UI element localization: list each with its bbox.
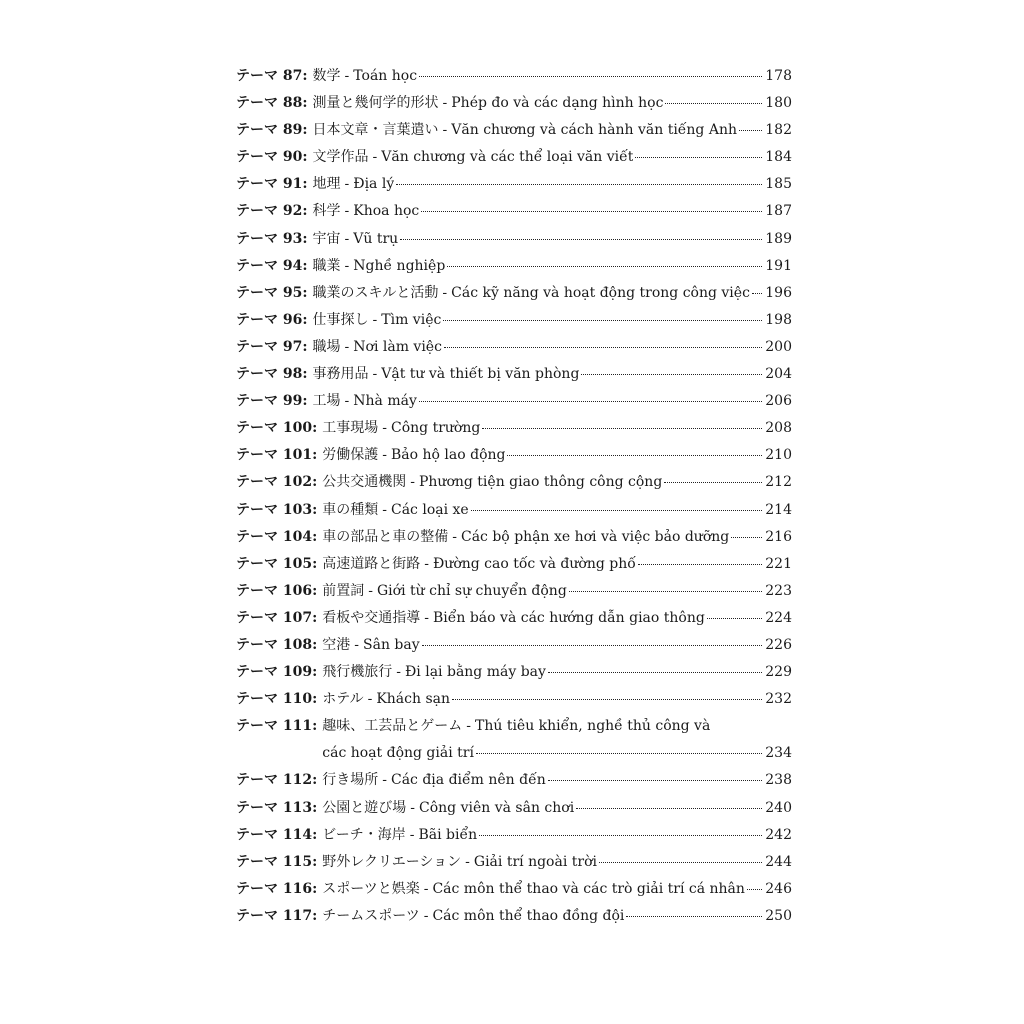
title-separator: -: [442, 284, 448, 301]
page-number: 242: [765, 826, 792, 843]
toc-entry[interactable]: [236, 63, 792, 90]
theme-number: テーマ 88:: [236, 95, 308, 112]
toc-entry[interactable]: [236, 226, 792, 253]
vietnamese-title: Các kỹ năng và hoạt động trong công việc: [451, 284, 750, 301]
vietnamese-title: Công viên và sân chơi: [419, 799, 575, 816]
japanese-title: 職業: [312, 257, 341, 274]
japanese-title: 日本文章・言葉遣い: [312, 122, 439, 139]
theme-number: テーマ 115:: [236, 853, 318, 870]
toc-entry[interactable]: [236, 659, 792, 686]
japanese-title: 職場: [312, 338, 341, 355]
toc-entry[interactable]: [236, 415, 792, 442]
title-separator: -: [344, 338, 350, 355]
title-separator: -: [442, 95, 448, 112]
title-separator: -: [344, 68, 350, 84]
vietnamese-title: Các môn thể thao và các trò giải trí cá nhân: [432, 880, 745, 897]
toc-entry[interactable]: [236, 198, 792, 225]
vietnamese-title: Địa lý: [353, 176, 395, 193]
page-number: 185: [765, 176, 792, 193]
title-separator: -: [465, 853, 470, 870]
dot-leader: [419, 76, 762, 77]
dot-leader: [707, 618, 762, 619]
toc-entry[interactable]: [236, 469, 792, 496]
japanese-title: 科学: [312, 203, 341, 220]
japanese-title: 職業のスキルと活動: [312, 284, 439, 301]
dot-leader: [576, 808, 762, 809]
japanese-title: 飛行機旅行: [322, 664, 393, 681]
title-separator: -: [424, 555, 429, 572]
dot-leader: [507, 455, 762, 456]
title-separator: -: [344, 176, 350, 193]
page-number: 187: [765, 203, 792, 220]
page-number: 208: [765, 420, 792, 437]
japanese-title: 地理: [312, 176, 341, 193]
japanese-title: 野外レクリエーション: [322, 853, 462, 870]
dot-leader: [664, 482, 762, 483]
vietnamese-title: Bãi biển: [418, 826, 478, 843]
japanese-title: 事務用品: [312, 366, 369, 383]
theme-number: テーマ 87:: [236, 68, 308, 84]
vietnamese-title: Toán học: [353, 68, 418, 84]
theme-number: テーマ 99:: [236, 393, 308, 410]
vietnamese-title: Đi lại bằng máy bay: [405, 664, 546, 681]
vietnamese-title: Giải trí ngoài trời: [473, 853, 597, 870]
page-number: 240: [765, 799, 792, 816]
toc-entry[interactable]: [236, 90, 792, 117]
dot-leader: [739, 130, 762, 131]
page-number: 226: [765, 636, 792, 653]
dot-leader: [447, 266, 762, 267]
vietnamese-title: Nghề nghiệp: [353, 257, 446, 274]
page-number: 200: [765, 338, 792, 355]
vietnamese-title: Khách sạn: [376, 691, 450, 708]
theme-number: テーマ 107:: [236, 609, 318, 626]
dot-leader: [443, 320, 762, 321]
vietnamese-title: Phương tiện giao thông công cộng: [419, 474, 663, 491]
japanese-title: ビーチ・海岸: [322, 826, 406, 843]
vietnamese-title: Đường cao tốc và đường phố: [433, 555, 636, 572]
japanese-title: 車の部品と車の整備: [322, 528, 449, 545]
vietnamese-title: Khoa học: [353, 203, 420, 220]
toc-entry[interactable]: [236, 388, 792, 415]
toc-entry[interactable]: [236, 686, 792, 713]
title-separator: -: [354, 636, 359, 653]
dot-leader: [747, 889, 762, 890]
title-separator: -: [466, 718, 471, 735]
theme-number: テーマ 105:: [236, 555, 318, 572]
vietnamese-title: Tìm việc: [381, 311, 442, 328]
page-number: 234: [765, 745, 792, 762]
title-separator: -: [368, 582, 373, 599]
vietnamese-title: Các môn thể thao đồng đội: [432, 907, 625, 924]
page-number: 198: [765, 311, 792, 328]
toc-entry[interactable]: [236, 171, 792, 198]
toc-entry[interactable]: [236, 795, 792, 822]
title-separator: -: [367, 691, 373, 708]
dot-leader: [422, 645, 762, 646]
page-number: 204: [765, 366, 792, 383]
page-number: 246: [765, 880, 792, 897]
theme-number: テーマ 113:: [236, 799, 318, 816]
toc-entry[interactable]: [236, 849, 792, 876]
vietnamese-title: Các loại xe: [391, 501, 469, 518]
vietnamese-title: Thú tiêu khiển, nghề thủ công và: [475, 718, 711, 735]
japanese-title: 行き場所: [322, 772, 379, 789]
theme-number: テーマ 104:: [236, 528, 318, 545]
dot-leader: [548, 780, 762, 781]
toc-entry[interactable]: [236, 524, 792, 551]
theme-number: テーマ 94:: [236, 257, 308, 274]
toc-entry[interactable]: [236, 605, 792, 632]
vietnamese-title: Vật tư và thiết bị văn phòng: [381, 366, 580, 383]
dot-leader: [638, 564, 762, 565]
toc-entry[interactable]: [236, 876, 792, 903]
theme-number: テーマ 110:: [236, 691, 318, 708]
page-number: 189: [765, 230, 792, 247]
dot-leader: [752, 293, 762, 294]
theme-number: テーマ 101:: [236, 447, 318, 464]
theme-number: テーマ 103:: [236, 501, 318, 518]
page-number: 229: [765, 664, 792, 681]
japanese-title: 工場: [312, 393, 341, 410]
theme-number: テーマ 90:: [236, 149, 308, 166]
dot-leader: [479, 835, 762, 836]
toc-entry[interactable]: [236, 822, 792, 849]
theme-number: テーマ 116:: [236, 880, 318, 897]
dot-leader: [635, 157, 762, 158]
japanese-title: 仕事探し: [312, 311, 369, 328]
toc-entry[interactable]: [236, 334, 792, 361]
vietnamese-title: Nơi làm việc: [353, 338, 442, 355]
japanese-title: 趣味、工芸品とゲーム: [322, 718, 463, 735]
vietnamese-title: Văn chương và cách hành văn tiếng Anh: [451, 122, 737, 139]
vietnamese-title: Giới từ chỉ sự chuyển động: [377, 582, 567, 599]
page-number: 224: [765, 609, 792, 626]
page-number: 210: [765, 447, 792, 464]
title-separator: -: [344, 230, 350, 247]
page-number: 216: [765, 528, 792, 545]
dot-leader: [548, 672, 762, 673]
theme-number: テーマ 106:: [236, 582, 318, 599]
page-number: 221: [765, 555, 792, 572]
title-separator: -: [382, 447, 387, 464]
theme-number: テーマ 92:: [236, 203, 308, 220]
title-separator: -: [423, 880, 429, 897]
theme-number: テーマ 93:: [236, 230, 308, 247]
vietnamese-title-continued: các hoạt động giải trí: [322, 745, 474, 762]
vietnamese-title: Phép đo và các dạng hình học: [451, 95, 664, 112]
toc-entry[interactable]: [236, 551, 792, 578]
japanese-title: 看板や交通指導: [322, 609, 421, 626]
dot-leader: [452, 699, 762, 700]
japanese-title: 公園と遊び場: [322, 799, 407, 816]
japanese-title: 数学: [312, 68, 341, 84]
page-number: 214: [765, 501, 792, 518]
dot-leader: [482, 428, 762, 429]
japanese-title: 公共交通機関: [322, 474, 407, 491]
page-number: 223: [765, 582, 792, 599]
japanese-title: 労働保護: [322, 447, 379, 464]
dot-leader: [626, 916, 762, 917]
page-number: 178: [765, 68, 792, 84]
title-separator: -: [409, 826, 415, 843]
page-number: 196: [765, 284, 792, 301]
vietnamese-title: Biển báo và các hướng dẫn giao thông: [433, 609, 705, 626]
title-separator: -: [344, 203, 350, 220]
page-number: 212: [765, 474, 792, 491]
page-number: 182: [765, 122, 792, 139]
dot-leader: [421, 211, 762, 212]
vietnamese-title: Sân bay: [363, 636, 420, 653]
dot-leader: [444, 347, 762, 348]
toc-entry[interactable]: [236, 497, 792, 524]
theme-number: テーマ 111:: [236, 718, 318, 735]
vietnamese-title: Nhà máy: [353, 393, 417, 410]
table-of-contents: [236, 63, 792, 930]
theme-number: テーマ 89:: [236, 122, 308, 139]
page-number: 206: [765, 393, 792, 410]
title-separator: -: [424, 609, 429, 626]
toc-entry[interactable]: [236, 307, 792, 334]
japanese-title: 車の種類: [322, 501, 379, 518]
vietnamese-title: Các bộ phận xe hơi và việc bảo dưỡng: [461, 528, 730, 545]
japanese-title: 空港: [322, 636, 351, 653]
dot-leader: [471, 510, 762, 511]
toc-entry[interactable]: [236, 361, 792, 388]
toc-entry[interactable]: [236, 578, 792, 605]
page-number: 180: [765, 95, 792, 112]
theme-number: テーマ 96:: [236, 311, 308, 328]
dot-leader: [581, 374, 762, 375]
theme-number: テーマ 112:: [236, 772, 318, 789]
japanese-title: 測量と幾何学的形状: [312, 95, 439, 112]
toc-entry[interactable]: [236, 632, 792, 659]
theme-number: テーマ 114:: [236, 826, 318, 843]
dot-leader: [476, 753, 762, 754]
japanese-title: 宇宙: [312, 230, 341, 247]
vietnamese-title: Văn chương và các thể loại văn viết: [381, 149, 634, 166]
title-separator: -: [442, 122, 448, 139]
page-number: 184: [765, 149, 792, 166]
japanese-title: スポーツと娯楽: [322, 880, 420, 897]
title-separator: -: [344, 257, 350, 274]
title-separator: -: [410, 799, 415, 816]
theme-number: テーマ 108:: [236, 636, 318, 653]
theme-number: テーマ 98:: [236, 366, 308, 383]
theme-number: テーマ 100:: [236, 420, 318, 437]
japanese-title: ホテル: [322, 691, 364, 708]
title-separator: -: [382, 420, 387, 437]
title-separator: -: [382, 772, 387, 789]
toc-entry[interactable]: [236, 713, 792, 767]
toc-entry[interactable]: [236, 144, 792, 171]
toc-entry[interactable]: [236, 442, 792, 469]
theme-number: テーマ 97:: [236, 338, 308, 355]
title-separator: -: [423, 907, 429, 924]
dot-leader: [665, 103, 762, 104]
theme-number: テーマ 91:: [236, 176, 308, 193]
dot-leader: [396, 184, 762, 185]
japanese-title: 工事現場: [322, 420, 379, 437]
title-separator: -: [344, 393, 350, 410]
theme-number: テーマ 95:: [236, 284, 308, 301]
dot-leader: [599, 862, 762, 863]
title-separator: -: [410, 474, 415, 491]
toc-entry[interactable]: [236, 903, 792, 930]
theme-number: テーマ 109:: [236, 664, 318, 681]
toc-entry[interactable]: [236, 767, 792, 794]
vietnamese-title: Bảo hộ lao động: [391, 447, 506, 464]
title-separator: -: [372, 149, 378, 166]
title-separator: -: [372, 311, 378, 328]
page-number: 250: [765, 907, 792, 924]
title-separator: -: [382, 501, 387, 518]
toc-entry[interactable]: [236, 253, 792, 280]
dot-leader: [569, 591, 762, 592]
theme-number: テーマ 117:: [236, 907, 318, 924]
japanese-title: チームスポーツ: [322, 907, 420, 924]
toc-entry[interactable]: [236, 117, 792, 144]
dot-leader: [731, 537, 762, 538]
japanese-title: 高速道路と街路: [322, 555, 421, 572]
toc-entry[interactable]: [236, 280, 792, 307]
theme-number: テーマ 102:: [236, 474, 318, 491]
dot-leader: [419, 401, 762, 402]
vietnamese-title: Các địa điểm nên đến: [391, 772, 546, 789]
vietnamese-title: Công trường: [391, 420, 481, 437]
page-number: 238: [765, 772, 792, 789]
title-separator: -: [452, 528, 457, 545]
japanese-title: 文学作品: [312, 149, 369, 166]
dot-leader: [400, 239, 762, 240]
title-separator: -: [396, 664, 401, 681]
title-separator: -: [372, 366, 378, 383]
page-number: 244: [765, 853, 792, 870]
page-number: 191: [765, 257, 792, 274]
vietnamese-title: Vũ trụ: [353, 230, 399, 247]
page-number: 232: [765, 691, 792, 708]
japanese-title: 前置詞: [322, 582, 365, 599]
